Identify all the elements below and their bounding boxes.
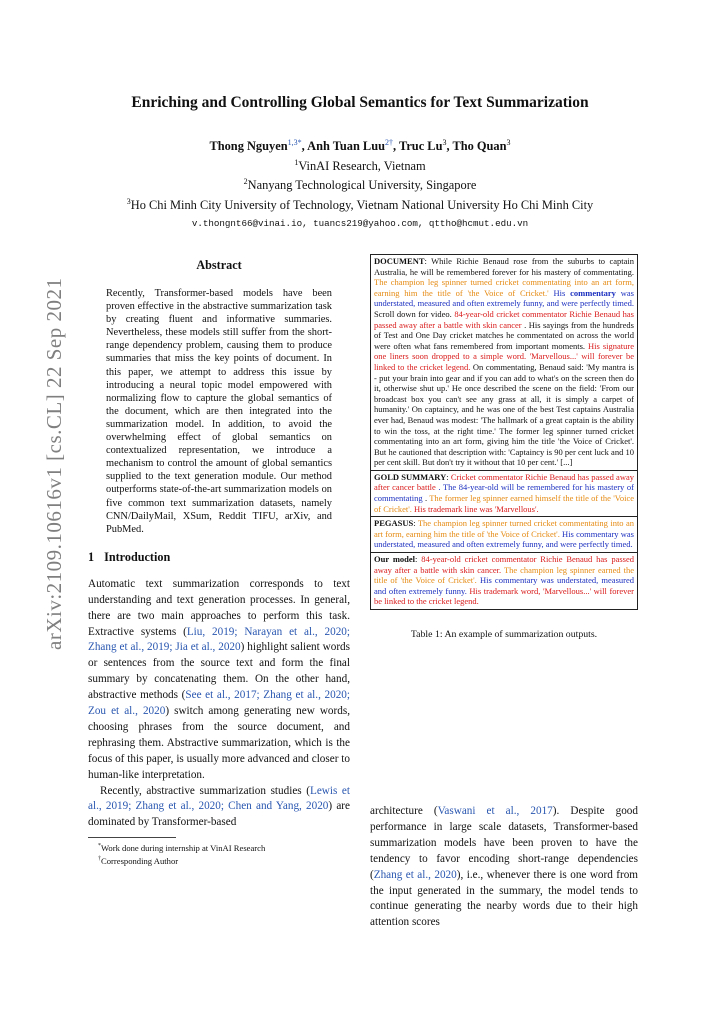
text-run: Scroll down for video. [374, 308, 455, 319]
affiliation-text: Ho Chi Minh City University of Technology, Vietnam National University Ho Chi Minh City [130, 198, 594, 212]
affiliation-text: VinAI Research, Vietnam [298, 158, 426, 173]
section-title: Introduction [104, 549, 171, 564]
highlight-red: Cricket commentator Richie Benaud has passed away after cancer battle [374, 471, 634, 493]
highlight-red: His signature one liners soon dropped to a simple word. 'Marvellous...' will forever be linked to the cricket legend. [374, 340, 634, 372]
section-heading-introduction [88, 550, 350, 565]
text-run: : While Richie Benaud rose from the suburbs to captain Australia, he will be remembered forever for his mastery of commentating. [374, 256, 634, 277]
right-column-paragraph [370, 804, 638, 931]
text-run: . [422, 493, 430, 504]
row-label: PEGASUS [374, 518, 414, 529]
author-name: Truc Lu [398, 139, 443, 154]
row-label: Our model [374, 554, 416, 565]
row-label: GOLD SUMMARY [374, 471, 447, 482]
highlight-blue: was understated, measured and often extremely funny, and were perfectly timed. [374, 287, 634, 309]
right-column [370, 254, 638, 640]
gold-summary-cell [371, 470, 638, 516]
footnote-rule [88, 837, 176, 838]
author-name: Thong Nguyen [209, 139, 288, 154]
affiliation [60, 194, 660, 214]
text-run: Recently, abstractive summarization studies ( [100, 784, 310, 797]
author-block [60, 135, 660, 231]
arxiv-stamp [14, 150, 66, 650]
section-number: 1 [88, 549, 95, 564]
footnotes [88, 841, 350, 867]
author-sup: 3 [442, 138, 447, 147]
footnote-text: Work done during internship at VinAI Research [101, 843, 266, 854]
author-sup: 3 [506, 138, 511, 147]
footnote [98, 854, 350, 867]
author-sup: 1,3* [287, 138, 302, 147]
table-row [371, 255, 638, 471]
highlight-red: 84-year-old cricket commentator Richie Benaud has passed away after a battle with skin cancer [374, 308, 634, 330]
highlight-orange: The former leg spinner earned himself the title of the 'Voice of Cricket'. [374, 493, 634, 514]
citation-link[interactable]: See et al., 2017; Zhang et al., 2020; Zou et al., 2020 [88, 689, 351, 718]
author-name: Anh Tuan Luu [307, 139, 385, 154]
arxiv-stamp-text: arXiv:2109.10616v1 [cs.CL] 22 Sep 2021 [42, 277, 66, 650]
abstract-text: Recently, Transformer-based models have been proven effective in the abstractive summarization task by creating fluent and informative summaries. Nevertheless, these models still suffer from the short-range dependency problem, causing them to produce summaries that miss the key points of document. In this paper, we attempt to address this issue by introducing a neural topic model empowered with normalizing flow to capture the global semantics of the document, which are then integrated into the summarization model. In addition, to avoid the overwhelming effect of global semantics on contextualized representation, we introduce a mechanism to control the amount of global semantics supplied to the text generation module. Our method outperforms state-of-the-art summarization models on five common text summarization datasets, namely CNN/DailyMail, XSum, Reddit TIFU, arXiv, and PubMed. [106, 288, 332, 535]
highlight-blue: His commentary was understated, measured and often extremely funny. [374, 575, 634, 596]
text-run: . His sayings from the hundreds of Test and One Day cricket matches he commentated on across the world were often what fans remembered from important moments. [374, 319, 634, 351]
text-run: On commentating, Benaud said: 'My mantra is - put your brain into gear and if you can add to what's on the screen then do it, otherwise shut up.' He once described the scene on the field: 'From our broadcast box you can't see any grass at all, it is simply a carpet of humanity.' On captaincy, and he was one of the best Test captains Australia ever had, Benaud was modest: 'The hallmark of a great captain is the ability to win the toss, at the right time.' The former leg spinner turned cricket commentating into an art form, giving him the title 'the Voice of Cricket'. But he cautioned that description with: 'Captaincy is 90 per cent luck and 10 per cent skill. But don't try it without that 10 per cent.' [...] [374, 361, 634, 468]
table-caption: Table 1: An example of summarization outputs. [410, 629, 598, 640]
author-names: Thong Nguyen$^{1,3*}$, Anh Tuan Luu$^{2\dagger}$, Truc Lu$^3$, Tho Quan$^3$ [209, 138, 511, 154]
our-model-cell [371, 553, 638, 610]
document-cell [371, 255, 638, 471]
intro-paragraph-2 [88, 784, 350, 832]
text-run: ), i.e., whenever there is one word from the input generated in the summary, the model tends to continue generating the nearby words due to their high attention scores [370, 868, 638, 929]
citation-link[interactable]: Liu, 2019; Narayan et al., 2020; Zhang et al., 2019; Jia et al., 2020 [88, 625, 350, 654]
footnote [98, 841, 350, 854]
highlight-orange: The champion leg spinner turned cricket commentating into an art form, earning him the title of 'the Voice of Cricket'. [374, 518, 634, 539]
highlight-red: His trademark word, 'Marvellous...' will forever be linked to the cricket legend. [374, 585, 634, 607]
highlight-blue: . The 84-year-old will be remembered for his mastery of commentating [374, 482, 634, 504]
paper-title: Enriching and Controlling Global Semantics for Text Summarization [131, 94, 589, 111]
affiliation-text: Nanyang Technological University, Singapore [247, 178, 477, 193]
text-run: Automatic text summarization corresponds to text understanding and text generation processes. In general, there are two main approaches to perform this task. Extractive systems ( [88, 577, 350, 638]
highlight-red: 84-year-old cricket commentator Richie Benaud has passed away after a battle with skin cancer. [374, 554, 634, 575]
left-column [88, 258, 350, 867]
footnote-mark: * [98, 843, 101, 850]
footnote-text: Corresponding Author [101, 856, 179, 866]
author-name: Tho Quan [452, 139, 507, 154]
text-run: ) highlight salient words or sentences from the source text and form the final summary by concatenating them. On the other hand, abstractive methods ( [88, 641, 350, 702]
affiliation [60, 174, 660, 194]
citation-link[interactable]: Lewis et al., 2019; Zhang et al., 2020; Chen and Yang, 2020 [88, 784, 350, 813]
highlight-blue: His [548, 287, 571, 298]
highlight-blue: His commentary was understated, measured and often extremely funny, and were perfectly timed. [374, 528, 634, 550]
table-row [371, 517, 638, 553]
highlight-blue-bold: commentary [570, 287, 616, 298]
affiliation-sup: 2 [243, 177, 248, 187]
highlight-orange: The champion leg spinner earned the title of 'the Voice of Cricket'. [374, 564, 634, 586]
affiliation [60, 155, 660, 175]
text-run: : [415, 554, 422, 565]
author-emails[interactable]: v.thongnt66@vinai.io, tuancs219@yahoo.com, qttho@hcmut.edu.vn [191, 217, 529, 229]
pegasus-cell [371, 517, 638, 553]
citation-link[interactable]: Zhang et al., 2020 [373, 868, 457, 881]
citation-link[interactable]: Vaswani et al., 2017 [437, 805, 553, 817]
text-run: : [446, 471, 451, 482]
affiliation-sup: 1 [294, 157, 299, 167]
text-run: ) switch among generating new words, choosing phrases from the source document, and rephrasing them. Abstractive summarization, which is the focus of this paper, is usually more advanced and closer to human-like interpretation. [88, 705, 350, 781]
table-row [371, 553, 638, 610]
highlight-orange: The champion leg spinner turned cricket commentating into an art form, earning him the title of 'the Voice of Cricket.' [374, 277, 634, 298]
affiliation-sup: 3 [126, 196, 131, 206]
table-row [371, 470, 638, 516]
intro-paragraph-1 [88, 577, 350, 784]
text-run: ) are dominated by Transformer-based [88, 800, 350, 829]
row-label: DOCUMENT [374, 256, 425, 266]
text-run: : [413, 518, 418, 529]
text-run: architecture ( [370, 805, 438, 817]
author-sup: 2† [384, 138, 393, 147]
highlight-red: His trademark line was 'Marvellous'. [411, 503, 539, 514]
summary-example-table [370, 254, 638, 610]
abstract-heading: Abstract [196, 258, 242, 272]
footnote-mark: † [98, 856, 101, 863]
text-run: ). Despite good performance in large scale datasets, Transformer-based summarization models have been proven to have the tendency to favor encoding short-range dependencies ( [370, 805, 638, 881]
